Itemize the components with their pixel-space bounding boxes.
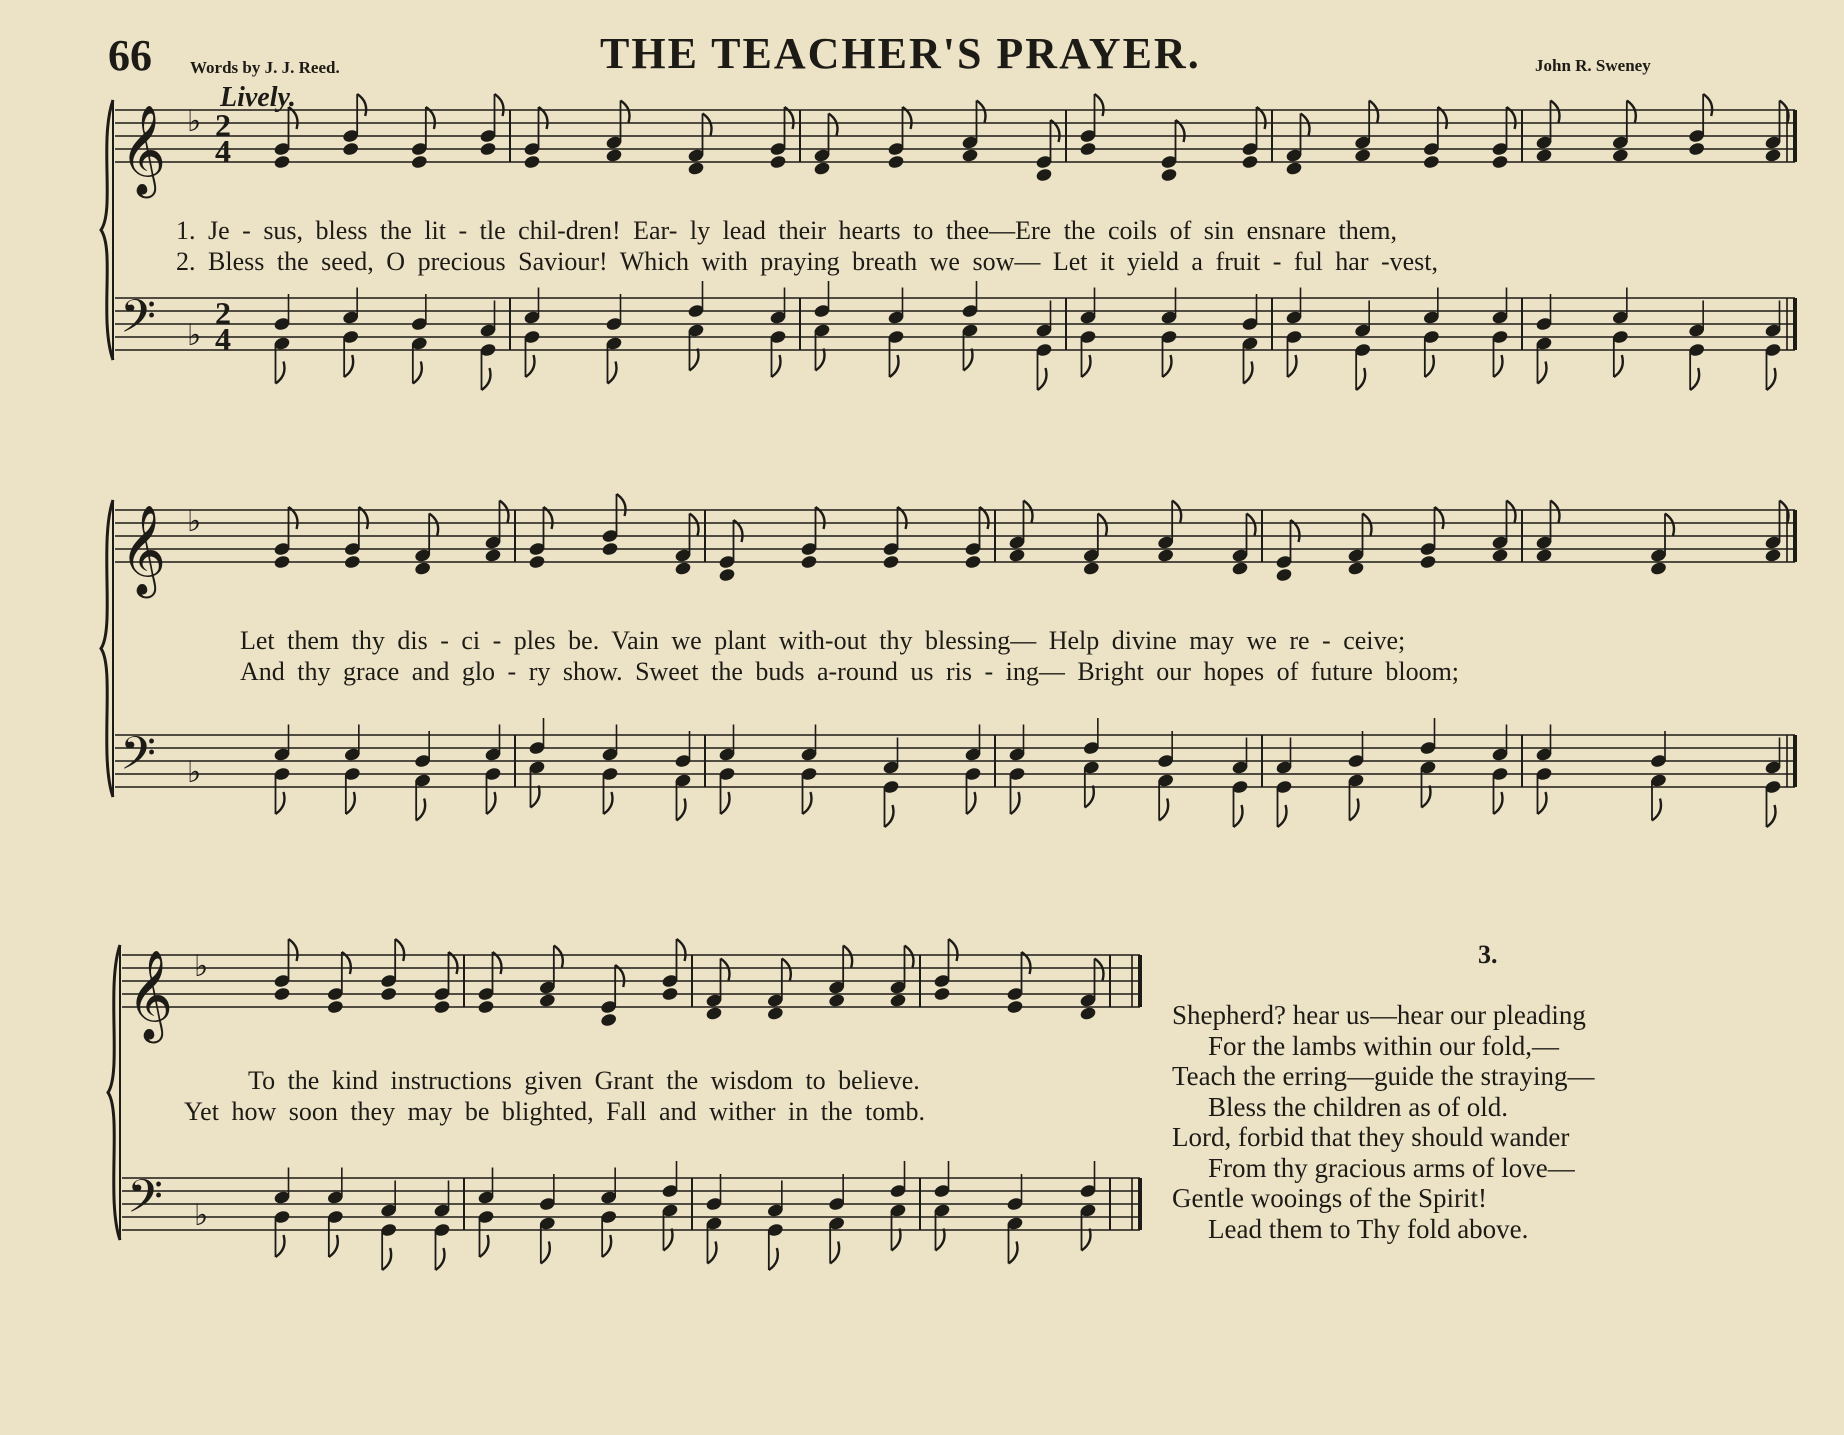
treble-note-flag bbox=[782, 959, 791, 981]
treble-note-flag bbox=[1363, 514, 1372, 536]
bass-note-flag bbox=[344, 355, 353, 377]
tempo-marking: Lively. bbox=[220, 82, 296, 113]
treble-note-flag bbox=[677, 939, 686, 961]
treble-note bbox=[961, 148, 979, 163]
treble-note bbox=[813, 161, 831, 176]
treble-note bbox=[273, 554, 291, 569]
lyric-line-s3-v2: Yet how soon they may be blighted, Fall and wither in the tomb. bbox=[184, 1097, 925, 1126]
treble-note-flag bbox=[829, 114, 838, 136]
treble-note-flag bbox=[690, 514, 699, 536]
bass-note-flag bbox=[1538, 792, 1547, 814]
treble-note-flag bbox=[621, 101, 630, 123]
lyric-line-s1-v2: 2. Bless the seed, O precious Saviour! Which with praying breath we sow— Let it yield a fruit - ful har -vest, bbox=[176, 247, 1439, 276]
system-brace bbox=[108, 945, 120, 1240]
bass-note-flag bbox=[1767, 368, 1776, 390]
bass-note-flag bbox=[1288, 355, 1297, 377]
composer-credit: John R. Sweney bbox=[1535, 56, 1651, 75]
bass-note-flag bbox=[416, 799, 425, 821]
treble-note bbox=[528, 554, 546, 569]
bass-note-flag bbox=[708, 1242, 717, 1264]
bass-note-flag bbox=[480, 1235, 489, 1257]
bass-clef-icon: 𝄢 bbox=[120, 727, 157, 792]
bass-note-flag bbox=[1244, 362, 1253, 384]
treble-note bbox=[887, 154, 905, 169]
time-signature: 2 bbox=[215, 107, 231, 143]
treble-note bbox=[600, 1012, 618, 1027]
bass-note-flag bbox=[1009, 1242, 1018, 1264]
bass-note-flag bbox=[769, 1248, 778, 1270]
treble-note bbox=[800, 554, 818, 569]
treble-note bbox=[1231, 561, 1249, 576]
bass-note-flag bbox=[413, 362, 422, 384]
treble-note-flag bbox=[1024, 501, 1033, 523]
treble-note bbox=[1764, 148, 1782, 163]
treble-note bbox=[1079, 1006, 1097, 1021]
treble-note bbox=[343, 554, 361, 569]
flat-sign-icon: ♭ bbox=[187, 755, 202, 790]
verse-3-line: Bless the children as of old. bbox=[1208, 1091, 1508, 1122]
bass-note-flag bbox=[1356, 368, 1365, 390]
bass-note-flag bbox=[1652, 799, 1661, 821]
bass-note-flag bbox=[276, 792, 285, 814]
verse-3-line: From thy gracious arms of love— bbox=[1208, 1152, 1575, 1183]
bass-note-flag bbox=[1538, 362, 1547, 384]
treble-note bbox=[1650, 561, 1668, 576]
treble-note-flag bbox=[977, 101, 986, 123]
treble-note bbox=[1491, 548, 1509, 563]
treble-clef-icon: 𝄞 bbox=[120, 505, 167, 595]
treble-note-flag bbox=[1369, 101, 1378, 123]
treble-note-flag bbox=[289, 939, 298, 961]
bass-note-flag bbox=[1350, 799, 1359, 821]
bass-note-flag bbox=[482, 368, 491, 390]
verse-3-line: Teach the erring—guide the straying— bbox=[1172, 1061, 1595, 1091]
treble-note bbox=[1354, 148, 1372, 163]
bass-note-flag bbox=[487, 792, 496, 814]
bass-note-flag bbox=[967, 792, 976, 814]
flat-sign-icon: ♭ bbox=[194, 1198, 209, 1233]
treble-note bbox=[1082, 561, 1100, 576]
bass-note-flag bbox=[664, 1229, 673, 1251]
treble-note-flag bbox=[554, 946, 563, 968]
treble-note bbox=[661, 986, 679, 1001]
bass-note-flag bbox=[608, 362, 617, 384]
treble-note bbox=[484, 548, 502, 563]
treble-note-flag bbox=[1172, 501, 1181, 523]
treble-note bbox=[687, 161, 705, 176]
time-signature: 4 bbox=[215, 133, 231, 169]
treble-note-flag bbox=[1098, 514, 1107, 536]
treble-note bbox=[523, 154, 541, 169]
flat-sign-icon: ♭ bbox=[187, 104, 202, 139]
treble-note bbox=[326, 999, 344, 1014]
verse-3-line: Lord, forbid that they should wander bbox=[1172, 1122, 1570, 1152]
treble-note bbox=[1008, 548, 1026, 563]
treble-note bbox=[273, 154, 291, 169]
hymn-title: THE TEACHER'S PRAYER. bbox=[600, 29, 1201, 78]
bass-clef-icon: 𝄢 bbox=[127, 1170, 164, 1235]
treble-note-flag bbox=[1780, 501, 1789, 523]
treble-clef-icon: 𝄞 bbox=[120, 105, 167, 195]
treble-note-flag bbox=[1247, 514, 1256, 536]
bass-note-flag bbox=[382, 1248, 391, 1270]
treble-note bbox=[718, 567, 736, 582]
treble-note-flag bbox=[949, 939, 958, 961]
treble-note bbox=[674, 561, 692, 576]
bass-note-flag bbox=[1422, 786, 1431, 808]
verse-3-line: For the lambs within our fold,— bbox=[1208, 1030, 1559, 1061]
bass-note-flag bbox=[1159, 799, 1168, 821]
bass-note-flag bbox=[1038, 368, 1047, 390]
treble-note-flag bbox=[1301, 114, 1310, 136]
treble-note bbox=[889, 993, 907, 1008]
treble-note bbox=[1688, 141, 1706, 156]
time-signature: 4 bbox=[215, 321, 231, 357]
treble-note bbox=[1535, 148, 1553, 163]
treble-note-flag bbox=[500, 501, 509, 523]
treble-note bbox=[601, 541, 619, 556]
bass-note-flag bbox=[1425, 355, 1434, 377]
treble-note-flag bbox=[1551, 101, 1560, 123]
treble-note-flag bbox=[357, 94, 366, 116]
bass-note-flag bbox=[816, 349, 825, 371]
treble-note bbox=[1275, 567, 1293, 582]
flat-sign-icon: ♭ bbox=[187, 318, 202, 353]
bass-note-flag bbox=[436, 1248, 445, 1270]
treble-note bbox=[1285, 161, 1303, 176]
treble-note bbox=[1006, 999, 1024, 1014]
treble-note bbox=[1079, 141, 1097, 156]
treble-note bbox=[479, 141, 497, 156]
treble-note bbox=[1347, 561, 1365, 576]
treble-note-flag bbox=[1665, 514, 1674, 536]
treble-note bbox=[1241, 154, 1259, 169]
bass-note-flag bbox=[1767, 805, 1776, 827]
treble-note bbox=[964, 554, 982, 569]
words-credit: Words by J. J. Reed. bbox=[190, 58, 340, 77]
system-brace bbox=[101, 100, 113, 360]
bass-note-flag bbox=[1085, 786, 1094, 808]
bass-note-flag bbox=[830, 1242, 839, 1264]
bass-note-flag bbox=[541, 1242, 550, 1264]
bass-note-flag bbox=[677, 799, 686, 821]
bass-note-flag bbox=[1278, 805, 1287, 827]
lyric-line-s2-v2: And thy grace and glo - ry show. Sweet the buds a-round us ris - ing— Bright our hopes of future bloom; bbox=[240, 657, 1460, 686]
treble-note bbox=[380, 986, 398, 1001]
treble-note-flag bbox=[395, 939, 404, 961]
bass-note-flag bbox=[602, 1235, 611, 1257]
bass-note-flag bbox=[1082, 1229, 1091, 1251]
verse-3-text bbox=[1172, 1000, 1594, 1244]
treble-note bbox=[705, 1006, 723, 1021]
treble-note bbox=[1419, 554, 1437, 569]
treble-note bbox=[1035, 167, 1053, 182]
bass-note-flag bbox=[1082, 355, 1091, 377]
treble-note bbox=[1764, 548, 1782, 563]
treble-note bbox=[538, 993, 556, 1008]
treble-note bbox=[1491, 154, 1509, 169]
verse-3-line: Lead them to Thy fold above. bbox=[1208, 1213, 1529, 1244]
treble-note-flag bbox=[703, 114, 712, 136]
bass-note-flag bbox=[1494, 792, 1503, 814]
treble-note-flag bbox=[843, 946, 852, 968]
bass-note-flag bbox=[772, 355, 781, 377]
bass-note-flag bbox=[803, 792, 812, 814]
bass-note-flag bbox=[1234, 805, 1243, 827]
treble-note-flag bbox=[1780, 101, 1789, 123]
treble-note bbox=[769, 154, 787, 169]
treble-note-flag bbox=[905, 946, 914, 968]
treble-note bbox=[1160, 167, 1178, 182]
flat-sign-icon: ♭ bbox=[194, 949, 209, 984]
verse-3-line: Shepherd? hear us—hear our pleading bbox=[1172, 1000, 1586, 1030]
treble-note bbox=[882, 554, 900, 569]
treble-note bbox=[1535, 548, 1553, 563]
bass-clef-icon: 𝄢 bbox=[120, 290, 157, 355]
bass-note-flag bbox=[721, 792, 730, 814]
treble-clef-icon: 𝄞 bbox=[127, 950, 174, 1040]
bass-note-flag bbox=[276, 1235, 285, 1257]
bass-note-flag bbox=[526, 355, 535, 377]
bass-note-flag bbox=[531, 786, 540, 808]
treble-note-flag bbox=[1627, 101, 1636, 123]
bass-note-flag bbox=[885, 805, 894, 827]
treble-note bbox=[414, 561, 432, 576]
verse-3-line: Gentle wooings of the Spirit! bbox=[1172, 1183, 1487, 1213]
bass-note-flag bbox=[1011, 792, 1020, 814]
system-brace bbox=[101, 500, 113, 797]
treble-note bbox=[1422, 154, 1440, 169]
bass-note-flag bbox=[890, 355, 899, 377]
verse-3-number: 3. bbox=[1478, 940, 1498, 969]
lyric-line-s3-v1: To the kind instructions given Grant the wisdom to believe. bbox=[248, 1066, 920, 1095]
bass-note-flag bbox=[690, 349, 699, 371]
bass-note-flag bbox=[964, 349, 973, 371]
bass-note-flag bbox=[1690, 368, 1699, 390]
bass-note-flag bbox=[329, 1235, 338, 1257]
treble-note bbox=[433, 999, 451, 1014]
time-signature: 2 bbox=[215, 295, 231, 331]
treble-note bbox=[605, 148, 623, 163]
lyric-line-s1-v1: 1. Je - sus, bless the lit - tle chil-dren! Ear- ly lead their hearts to thee—Ere the coils of sin ensnare them, bbox=[176, 216, 1397, 245]
bass-note-flag bbox=[604, 792, 613, 814]
treble-note bbox=[342, 141, 360, 156]
bass-note-flag bbox=[276, 362, 285, 384]
treble-note bbox=[933, 986, 951, 1001]
treble-note-flag bbox=[1095, 94, 1104, 116]
treble-note bbox=[410, 154, 428, 169]
treble-note bbox=[766, 1006, 784, 1021]
treble-note bbox=[1157, 548, 1175, 563]
treble-note-flag bbox=[495, 94, 504, 116]
treble-note-flag bbox=[1095, 959, 1104, 981]
bass-note-flag bbox=[1494, 355, 1503, 377]
treble-note bbox=[1611, 148, 1629, 163]
treble-note bbox=[273, 986, 291, 1001]
treble-note-flag bbox=[429, 514, 438, 536]
treble-note-flag bbox=[1507, 501, 1516, 523]
treble-note bbox=[828, 993, 846, 1008]
bass-note-flag bbox=[346, 792, 355, 814]
treble-note-flag bbox=[1703, 94, 1712, 116]
flat-sign-icon: ♭ bbox=[187, 504, 202, 539]
bass-note-flag bbox=[1163, 355, 1172, 377]
treble-note-flag bbox=[721, 959, 730, 981]
lyric-line-s2-v1: Let them thy dis - ci - ples be. Vain we plant with-out thy blessing— Help divine may we re - ceive; bbox=[240, 626, 1406, 655]
bass-note-flag bbox=[936, 1229, 945, 1251]
treble-note-flag bbox=[617, 494, 626, 516]
bass-note-flag bbox=[892, 1229, 901, 1251]
treble-note bbox=[477, 999, 495, 1014]
treble-note-flag bbox=[1551, 501, 1560, 523]
bass-note-flag bbox=[1614, 355, 1623, 377]
page-number: 66 bbox=[108, 31, 152, 80]
